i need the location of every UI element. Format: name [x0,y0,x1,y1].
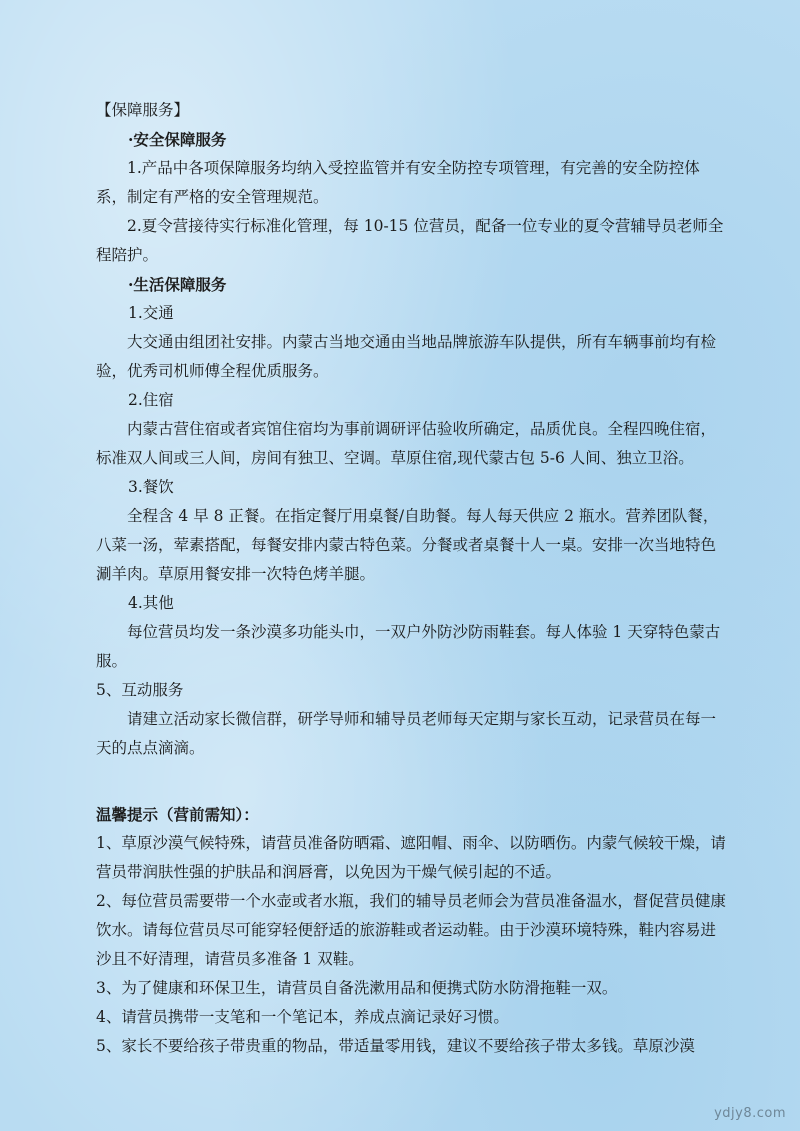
document-page [96,96,726,1061]
subheading-life: ·生活保障服务 [128,275,227,294]
dining-label: 3.餐饮 [128,478,174,496]
tip-item-4: 4、请营员携带一支笔和一个笔记本，养成点滴记录好习惯。 [96,1008,509,1026]
interaction-text: 请建立活动家长微信群，研学导师和辅导员老师每天定期与家长互动，记录营员在每一天的点点滴滴。 [96,710,717,757]
dining-text: 全程含 4 早 8 正餐。在指定餐厅用桌餐/自助餐。每人每天供应 2 瓶水。营养团队餐，八菜一汤，荤素搭配，每餐安排内蒙古特色菜。分餐或者桌餐十人一桌。安排一次当地特色涮羊肉。草原用餐安排一次特色烤羊腿。 [96,507,719,583]
tip-item-2: 2、每位营员需要带一个水壶或者水瓶，我们的辅导员老师会为营员准备温水，督促营员健康饮水。请每位营员尽可能穿轻便舒适的旅游鞋或者运动鞋。由于沙漠环境特殊，鞋内容易进沙且不好清理，请营员多准备 1 双鞋。 [96,892,726,968]
section-heading-guarantee: 【保障服务】 [96,101,190,119]
safety-item-2: 2.夏令营接待实行标准化管理，每 10-15 位营员，配备一位专业的夏令营辅导员老师全程陪护。 [96,217,724,264]
spacer [96,763,726,800]
tip-item-1: 1、草原沙漠气候特殊，请营员准备防晒霜、遮阳帽、雨伞、以防晒伤。内蒙气候较干燥，请营员带润肤性强的护肤品和润唇膏，以免因为干燥气候引起的不适。 [96,834,726,881]
other-text: 每位营员均发一条沙漠多功能头巾，一双户外防沙防雨鞋套。每人体验 1 天穿特色蒙古服。 [96,623,721,670]
transport-label: 1.交通 [128,304,174,322]
lodging-label: 2.住宿 [128,391,174,409]
interaction-label: 5、互动服务 [96,681,184,699]
watermark-text: ydjy8.com [714,1106,786,1121]
safety-item-1: 1.产品中各项保障服务均纳入受控监管并有安全防控专项管理，有完善的安全防控体系，制定有严格的安全管理规范。 [96,159,700,206]
tip-item-5: 5、家长不要给孩子带贵重的物品，带适量零用钱，建议不要给孩子带太多钱。草原沙漠 [96,1037,695,1055]
tip-item-3: 3、为了健康和环保卫生，请营员自备洗漱用品和便携式防水防滑拖鞋一双。 [96,979,618,997]
lodging-text: 内蒙古营住宿或者宾馆住宿均为事前调研评估验收所确定，品质优良。全程四晚住宿，标准双人间或三人间，房间有独卫、空调。草原住宿,现代蒙古包 5-6 人间、独立卫浴。 [96,420,717,467]
subheading-safety: ·安全保障服务 [128,130,227,149]
transport-text: 大交通由组团社安排。内蒙古当地交通由当地品牌旅游车队提供，所有车辆事前均有检验，优秀司机师傅全程优质服务。 [96,333,717,380]
other-label: 4.其他 [128,594,174,612]
tips-heading: 温馨提示（营前需知）： [96,805,259,824]
